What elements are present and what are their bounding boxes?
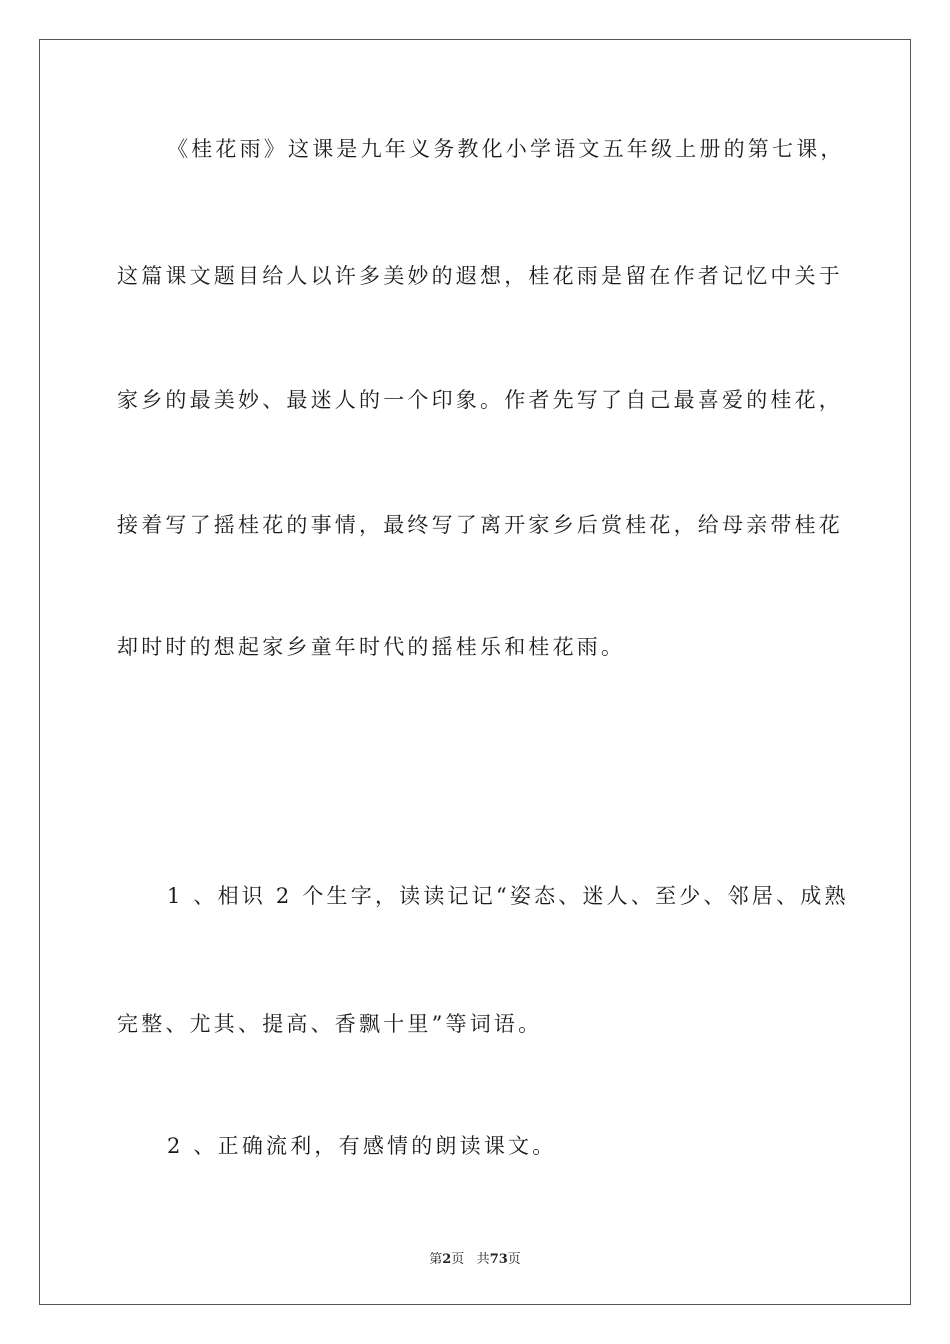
total-suffix: 页 bbox=[507, 1252, 521, 1267]
paragraph-line: 家乡的最美妙、最迷人的一个印象。作者先写了自己最喜爱的桂花， bbox=[117, 388, 843, 412]
paragraph-line: 这篇课文题目给人以许多美妙的遐想，桂花雨是留在作者记忆中关于 bbox=[117, 264, 843, 288]
page-suffix: 页 bbox=[451, 1252, 465, 1267]
objective-item: 2 、正确流利，有感情的朗读课文。 bbox=[167, 1134, 557, 1158]
total-prefix: 共 bbox=[476, 1252, 490, 1267]
page-number: 2 bbox=[442, 1252, 452, 1267]
page-footer bbox=[0, 1248, 950, 1267]
objective-item: 1 、相识 2 个生字，读读记记“姿态、迷人、至少、邻居、成熟 bbox=[167, 884, 849, 908]
paragraph-line: 接着写了摇桂花的事情，最终写了离开家乡后赏桂花，给母亲带桂花 bbox=[117, 513, 843, 537]
page-prefix: 第 bbox=[429, 1252, 443, 1267]
paragraph-line: 《桂花雨》这课是九年义务教化小学语文五年级上册的第七课， bbox=[167, 137, 845, 161]
paragraph-line: 却时时的想起家乡童年时代的摇桂乐和桂花雨。 bbox=[117, 635, 626, 659]
objective-item-continued: 完整、尤其、提高、香飘十里”等词语。 bbox=[117, 1012, 543, 1036]
page-border bbox=[39, 39, 911, 1305]
total-pages: 73 bbox=[489, 1252, 508, 1267]
